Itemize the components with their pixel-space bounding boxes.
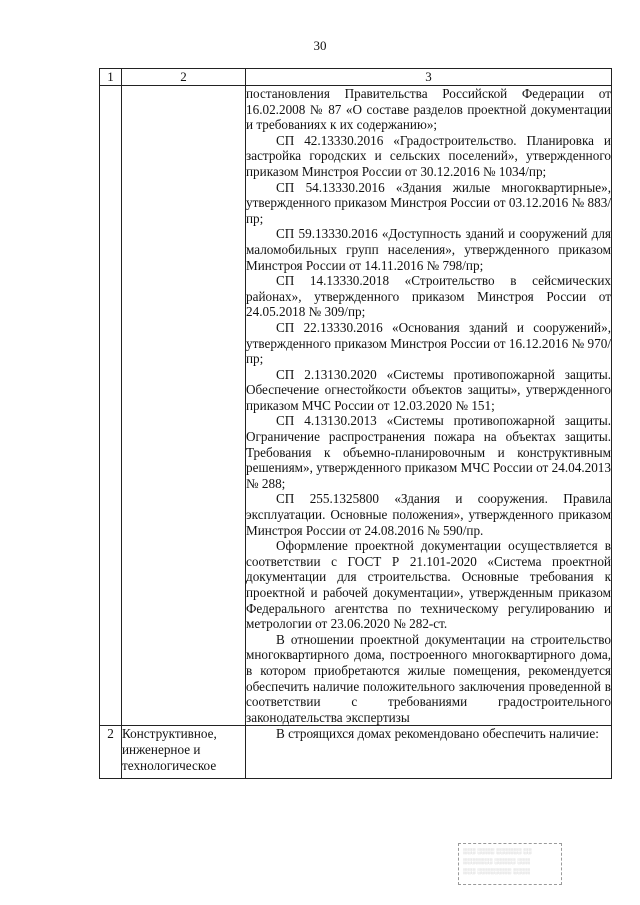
header-col-2: 2 bbox=[122, 69, 246, 86]
header-col-1: 1 bbox=[100, 69, 122, 86]
row-label-line: инженерное и bbox=[122, 741, 201, 757]
row-label-line: технологическое bbox=[122, 757, 217, 773]
header-col-3: 3 bbox=[246, 69, 612, 86]
paragraph: Оформление проектной документации осуществляется в соответствии с ГОСТ Р 21.101-2020 «Система проектной документации для строительства. Основные требования к проектной и рабочей документации», утвержденным приказом Федерального агентства по техническому регулированию и метрологии от 23.06.2020 № 282-ст. bbox=[246, 538, 611, 632]
paragraph: СП 42.13330.2016 «Градостроительство. Планировка и застройка городских и сельских поселений», утвержденного приказом Минстроя России от 30.12.2016 № 1034/пр; bbox=[246, 132, 611, 179]
row-text-cell bbox=[246, 86, 612, 726]
row-number-cell bbox=[100, 86, 122, 726]
paragraph: СП 4.13130.2013 «Системы противопожарной защиты. Ограничение распространения пожара на объектах защиты. Требования к объемно-планировочным и конструктивным решениям», утвержденного приказом МЧС России от 24.04.2013 № 288; bbox=[246, 413, 611, 491]
paragraph: СП 22.13330.2016 «Основания зданий и сооружений», утвержденного приказом Минстроя России от 16.12.2016 № 970/пр; bbox=[246, 319, 611, 367]
paragraph: В строящихся домах рекомендовано обеспечить наличие: bbox=[276, 726, 599, 742]
paragraph: СП 54.13330.2016 «Здания жилые многоквартирные», утвержденного приказом Минстроя России от 03.12.2016 № 883/пр; bbox=[246, 179, 611, 226]
row-label-cell bbox=[122, 726, 246, 779]
document-stamp: ░░░ ░░░░ ░░░░░░ ░░ ░░░░░░░ ░░░░░ ░░░ ░░░ ░░░░░░░░ ░░░░ bbox=[458, 843, 562, 885]
requirements-table bbox=[99, 68, 612, 779]
paragraph: постановления Правительства Российской Федерации от 16.02.2008 № 87 «О составе разделов проектной документации и требованиях к их содержанию»; bbox=[246, 86, 611, 133]
table-header-row bbox=[100, 69, 612, 86]
page-number: 30 bbox=[313, 38, 327, 53]
row-label-line: Конструктивное, bbox=[122, 726, 217, 742]
row-number-cell: 2 bbox=[100, 726, 122, 779]
table-row bbox=[100, 726, 612, 779]
paragraph: СП 59.13330.2016 «Доступность зданий и сооружений для маломобильных групп населения», утвержденного приказом Минстроя России от 14.11.2016 № 798/пр; bbox=[246, 226, 611, 273]
row-text-cell bbox=[246, 726, 612, 779]
paragraph: В отношении проектной документации на строительство многоквартирного дома, построенного многоквартирного дома, в котором приобретаются жилые помещения, рекомендуется обеспечить наличие положительного заключения проведенной в соответствии с требованиями градостроительного законодательства экспертизы bbox=[246, 631, 611, 725]
paragraph: СП 2.13130.2020 «Системы противопожарной защиты. Обеспечение огнестойкости объектов защиты», утвержденного приказом МЧС России от 12.03.2020 № 151; bbox=[246, 366, 611, 413]
paragraph: СП 14.13330.2018 «Строительство в сейсмических районах», утвержденного приказом Минстроя России от 24.05.2018 № 309/пр; bbox=[246, 273, 611, 320]
paragraph: СП 255.1325800 «Здания и сооружения. Правила эксплуатации. Основные положения», утвержденного приказом Минстроя России от 24.08.2016 № 590/пр. bbox=[246, 491, 611, 538]
table-row bbox=[100, 86, 612, 726]
row-label-cell bbox=[122, 86, 246, 726]
